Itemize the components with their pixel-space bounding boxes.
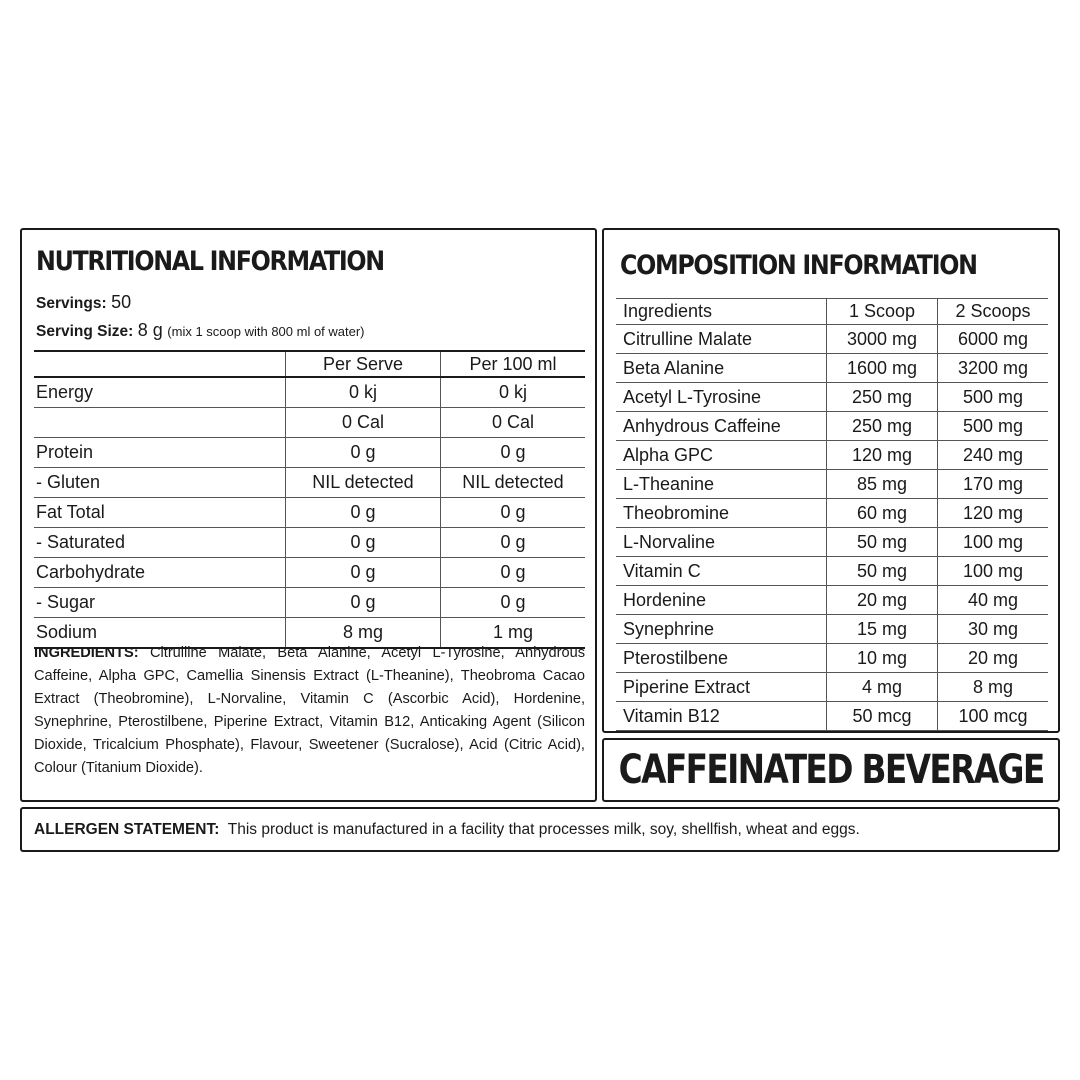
nutrition-row-label: - Sugar xyxy=(34,588,286,618)
nutrition-row-label: Protein xyxy=(34,438,286,468)
composition-two-scoops: 20 mg xyxy=(938,644,1049,673)
composition-row xyxy=(616,441,1048,470)
allergen-label: ALLERGEN STATEMENT: xyxy=(34,820,220,838)
composition-col-header: 1 Scoop xyxy=(827,299,938,325)
allergen-statement-panel xyxy=(20,807,1060,852)
nutrition-per-serve: 0 g xyxy=(286,528,441,558)
ingredients-label: INGREDIENTS: xyxy=(34,645,139,661)
composition-two-scoops: 100 mg xyxy=(938,528,1049,557)
nutrition-row xyxy=(34,438,585,468)
composition-two-scoops: 170 mg xyxy=(938,470,1049,499)
composition-two-scoops: 3200 mg xyxy=(938,354,1049,383)
composition-ingredient: L-Theanine xyxy=(616,470,827,499)
composition-row xyxy=(616,557,1048,586)
nutrition-per-100ml: 0 kj xyxy=(441,377,586,408)
nutrition-row-label: - Gluten xyxy=(34,468,286,498)
nutrition-row xyxy=(34,377,585,408)
nutrition-heading: NUTRITIONAL INFORMATION xyxy=(36,246,384,277)
composition-ingredient: Citrulline Malate xyxy=(616,325,827,354)
composition-one-scoop: 120 mg xyxy=(827,441,938,470)
nutrition-row xyxy=(34,558,585,588)
composition-two-scoops: 100 mg xyxy=(938,557,1049,586)
nutrition-per-serve: 0 Cal xyxy=(286,408,441,438)
composition-ingredient: Alpha GPC xyxy=(616,441,827,470)
servings-line xyxy=(36,292,131,313)
serving-size-label: Serving Size: xyxy=(36,323,134,340)
ingredients-statement xyxy=(34,642,585,780)
composition-one-scoop: 10 mg xyxy=(827,644,938,673)
nutrition-table xyxy=(34,350,585,649)
composition-row xyxy=(616,615,1048,644)
composition-two-scoops: 100 mcg xyxy=(938,702,1049,731)
nutrition-per-serve: NIL detected xyxy=(286,468,441,498)
nutrition-row-label xyxy=(34,408,286,438)
composition-row xyxy=(616,673,1048,702)
ingredients-text: Citrulline Malate, Beta Alanine, Acetyl L-Tyrosine, Anhydrous Caffeine, Alpha GPC, Camellia Sinensis Extract (L-Theanine), Theobroma Cacao Extract (Theobromine), L-Norvaline, Vitamin C (Ascorbic Acid), Hordenine, Synephrine, Pterostilbene, Piperine Extract, Vitamin B12, Anticaking Agent (Silicon Dioxide, Tricalcium Phosphate), Flavour, Sweetener (Sucralose), Acid (Citric Acid), Colour (Titanium Dioxide). xyxy=(34,645,585,776)
composition-one-scoop: 3000 mg xyxy=(827,325,938,354)
nutrition-per-serve: 0 g xyxy=(286,558,441,588)
composition-one-scoop: 250 mg xyxy=(827,383,938,412)
composition-ingredient: Pterostilbene xyxy=(616,644,827,673)
composition-row xyxy=(616,702,1048,731)
composition-ingredient: Vitamin C xyxy=(616,557,827,586)
nutrition-col-header: Per Serve xyxy=(286,351,441,377)
composition-row xyxy=(616,325,1048,354)
composition-ingredient: L-Norvaline xyxy=(616,528,827,557)
nutrition-row-label: - Saturated xyxy=(34,528,286,558)
composition-col-header: Ingredients xyxy=(616,299,827,325)
composition-two-scoops: 8 mg xyxy=(938,673,1049,702)
composition-one-scoop: 4 mg xyxy=(827,673,938,702)
nutrition-per-100ml: 0 g xyxy=(441,558,586,588)
composition-one-scoop: 60 mg xyxy=(827,499,938,528)
nutrition-col-header: Per 100 ml xyxy=(441,351,586,377)
composition-heading: COMPOSITION INFORMATION xyxy=(620,250,977,281)
nutrition-row xyxy=(34,408,585,438)
composition-row xyxy=(616,354,1048,383)
composition-ingredient: Piperine Extract xyxy=(616,673,827,702)
composition-row xyxy=(616,412,1048,441)
nutrition-row xyxy=(34,498,585,528)
serving-size-note: (mix 1 scoop with 800 ml of water) xyxy=(167,324,365,339)
composition-header-row xyxy=(616,299,1048,325)
composition-two-scoops: 240 mg xyxy=(938,441,1049,470)
composition-one-scoop: 50 mg xyxy=(827,528,938,557)
serving-size-line xyxy=(36,320,365,341)
composition-row xyxy=(616,644,1048,673)
composition-row xyxy=(616,470,1048,499)
nutrition-per-100ml: 0 Cal xyxy=(441,408,586,438)
composition-one-scoop: 50 mcg xyxy=(827,702,938,731)
caffeinated-beverage-banner xyxy=(602,738,1060,802)
composition-ingredient: Anhydrous Caffeine xyxy=(616,412,827,441)
nutrition-per-serve: 0 g xyxy=(286,498,441,528)
allergen-statement xyxy=(34,821,860,839)
composition-ingredient: Vitamin B12 xyxy=(616,702,827,731)
composition-ingredient: Synephrine xyxy=(616,615,827,644)
serving-size-value: 8 g xyxy=(137,320,163,340)
nutrition-per-serve: 8 mg xyxy=(286,618,441,649)
composition-two-scoops: 120 mg xyxy=(938,499,1049,528)
nutrition-row xyxy=(34,468,585,498)
nutrition-row-label: Carbohydrate xyxy=(34,558,286,588)
composition-ingredient: Hordenine xyxy=(616,586,827,615)
composition-row xyxy=(616,499,1048,528)
composition-two-scoops: 6000 mg xyxy=(938,325,1049,354)
composition-ingredient: Beta Alanine xyxy=(616,354,827,383)
nutrition-per-100ml: 0 g xyxy=(441,528,586,558)
composition-one-scoop: 85 mg xyxy=(827,470,938,499)
composition-two-scoops: 40 mg xyxy=(938,586,1049,615)
composition-one-scoop: 20 mg xyxy=(827,586,938,615)
nutrition-per-serve: 0 g xyxy=(286,588,441,618)
nutrition-col-header xyxy=(34,351,286,377)
composition-one-scoop: 1600 mg xyxy=(827,354,938,383)
nutrition-header-row xyxy=(34,351,585,377)
nutrition-row-label: Fat Total xyxy=(34,498,286,528)
nutrition-per-100ml: NIL detected xyxy=(441,468,586,498)
nutritional-information-panel xyxy=(20,228,597,802)
nutrition-per-100ml: 0 g xyxy=(441,498,586,528)
composition-table xyxy=(616,298,1048,731)
composition-two-scoops: 500 mg xyxy=(938,412,1049,441)
composition-one-scoop: 250 mg xyxy=(827,412,938,441)
nutrition-row xyxy=(34,528,585,558)
composition-row xyxy=(616,383,1048,412)
allergen-text: This product is manufactured in a facility that processes milk, soy, shellfish, wheat and eggs. xyxy=(227,820,860,838)
nutrition-per-100ml: 1 mg xyxy=(441,618,586,649)
composition-two-scoops: 500 mg xyxy=(938,383,1049,412)
composition-row xyxy=(616,528,1048,557)
composition-one-scoop: 15 mg xyxy=(827,615,938,644)
nutrition-per-100ml: 0 g xyxy=(441,588,586,618)
nutrition-row-label: Energy xyxy=(34,377,286,408)
composition-two-scoops: 30 mg xyxy=(938,615,1049,644)
nutrition-row-label: Sodium xyxy=(34,618,286,649)
composition-ingredient: Theobromine xyxy=(616,499,827,528)
composition-row xyxy=(616,586,1048,615)
nutrition-per-100ml: 0 g xyxy=(441,438,586,468)
composition-one-scoop: 50 mg xyxy=(827,557,938,586)
composition-ingredient: Acetyl L-Tyrosine xyxy=(616,383,827,412)
nutrition-per-serve: 0 kj xyxy=(286,377,441,408)
composition-information-panel xyxy=(602,228,1060,733)
caffeinated-beverage-label: CAFFEINATED BEVERAGE xyxy=(618,747,1044,793)
servings-value: 50 xyxy=(111,292,132,312)
servings-label: Servings: xyxy=(36,295,107,312)
nutrition-row xyxy=(34,588,585,618)
nutrition-per-serve: 0 g xyxy=(286,438,441,468)
composition-col-header: 2 Scoops xyxy=(938,299,1049,325)
